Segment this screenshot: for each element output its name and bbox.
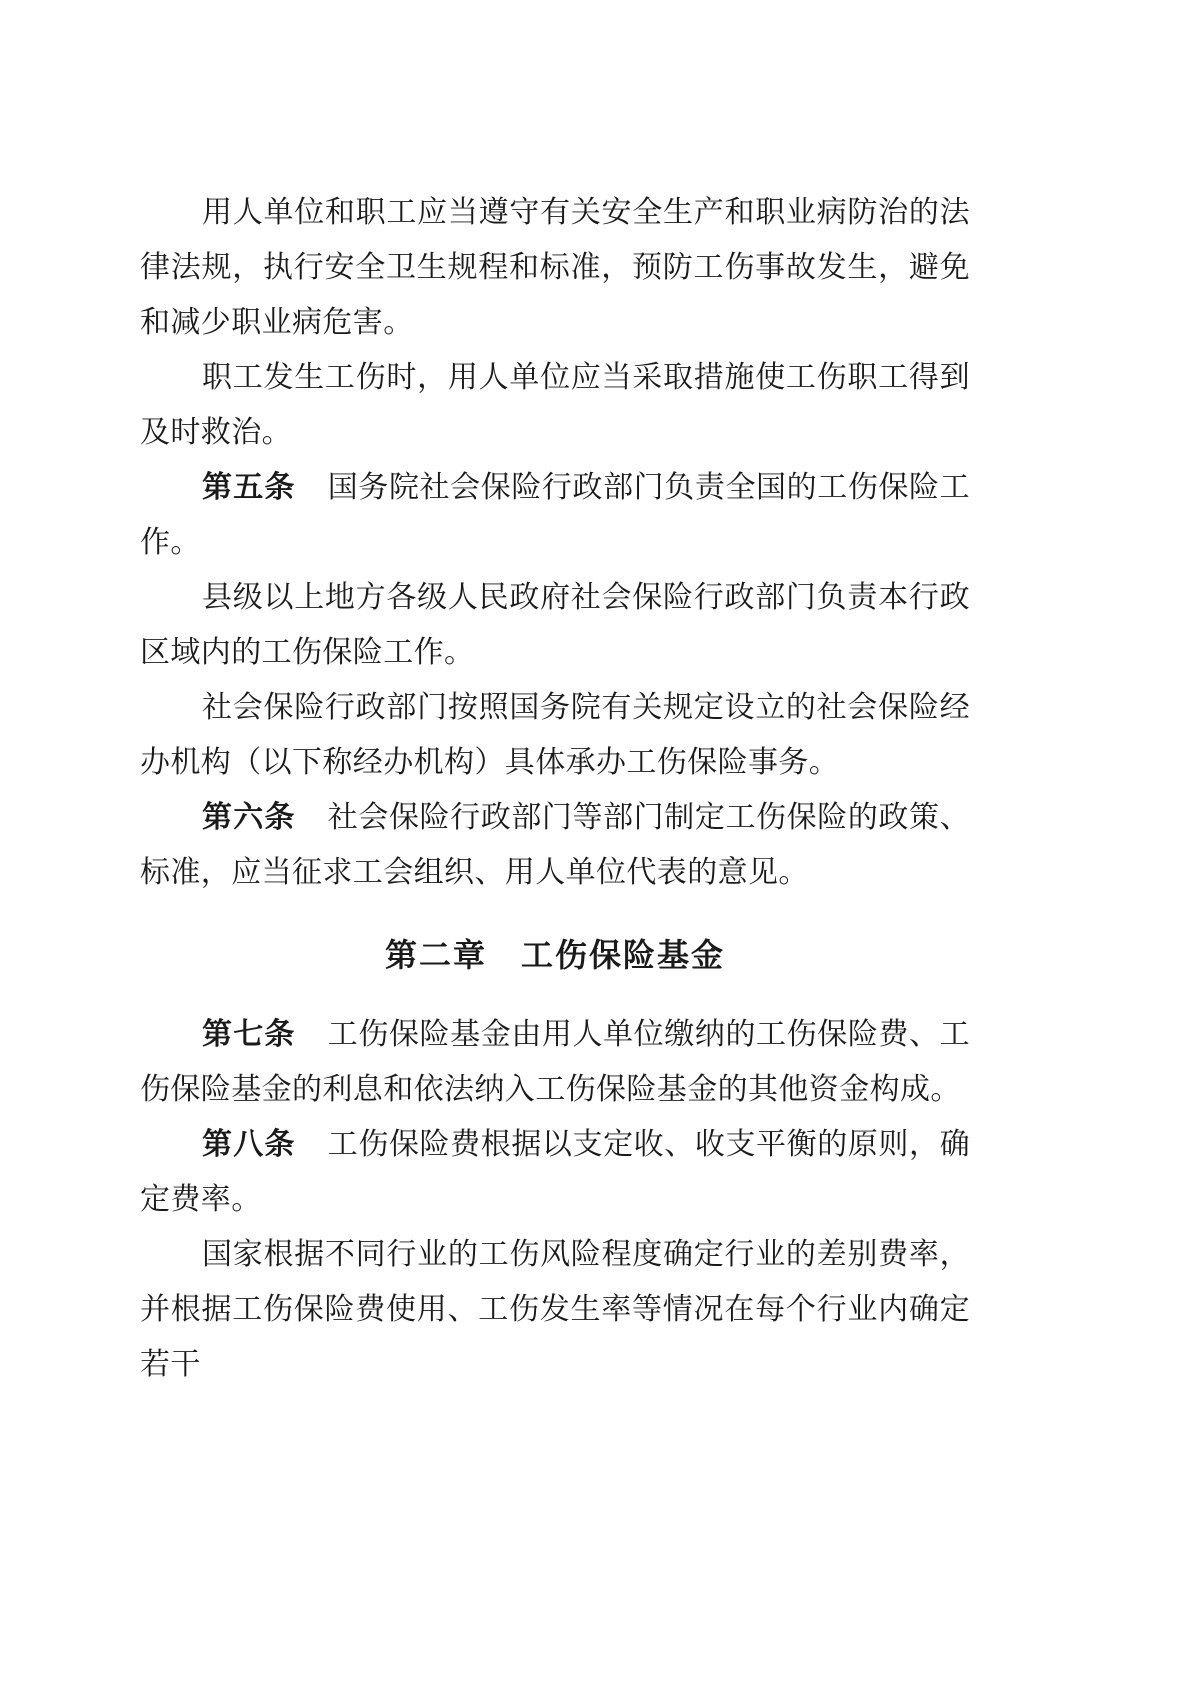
article-text: 社会保险行政部门等部门制定工伤保险的政策、标准，应当征求工会组织、用人单位代表的意见。 — [140, 801, 970, 889]
chapter-heading — [140, 928, 970, 983]
paragraph: 职工发生工伤时，用人单位应当采取措施使工伤职工得到及时救治。 — [140, 361, 970, 449]
article-label: 第六条 — [202, 801, 296, 834]
article-text: 国务院社会保险行政部门负责全国的工伤保险工作。 — [140, 471, 970, 559]
page-body — [140, 185, 970, 1392]
paragraph: 社会保险行政部门按照国务院有关规定设立的社会保险经办机构（以下称经办机构）具体承办工伤保险事务。 — [140, 691, 970, 779]
article-text: 工伤保险费根据以支定收、收支平衡的原则，确定费率。 — [140, 1128, 970, 1216]
article-paragraph — [140, 460, 970, 570]
paragraph: 用人单位和职工应当遵守有关安全生产和职业病防治的法律法规，执行安全卫生规程和标准，预防工伤事故发生，避免和减少职业病危害。 — [140, 196, 970, 339]
paragraph: 县级以上地方各级人民政府社会保险行政部门负责本行政区域内的工伤保险工作。 — [140, 581, 970, 669]
article-paragraph — [140, 790, 970, 900]
article-paragraph — [140, 1007, 970, 1117]
article-label: 第七条 — [202, 1018, 296, 1051]
chapter-title: 工伤保险基金 — [521, 937, 726, 973]
article-text: 工伤保险基金由用人单位缴纳的工伤保险费、工伤保险基金的利息和依法纳入工伤保险基金的其他资金构成。 — [140, 1018, 970, 1106]
paragraph: 国家根据不同行业的工伤风险程度确定行业的差别费率，并根据工伤保险费使用、工伤发生率等情况在每个行业内确定若干 — [140, 1238, 970, 1381]
article-label: 第八条 — [202, 1128, 296, 1161]
article-paragraph — [140, 1117, 970, 1227]
article-label: 第五条 — [202, 471, 296, 504]
chapter-number: 第二章 — [384, 937, 487, 973]
